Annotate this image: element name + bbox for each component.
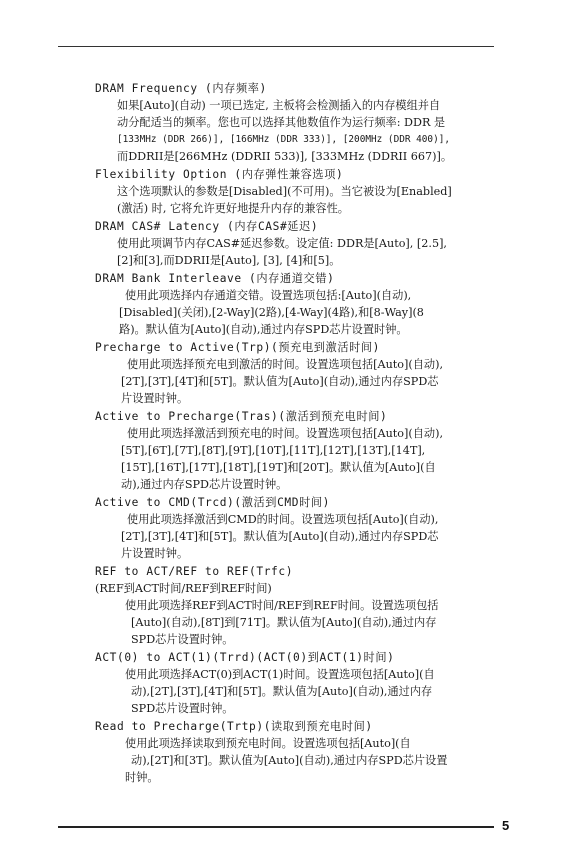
section-heading-active-to-cmd: Active to CMD(Trcd)(激活到CMD时间) bbox=[95, 496, 330, 509]
section-heading-cas-latency: DRAM CAS# Latency (内存CAS#延迟) bbox=[95, 220, 319, 233]
top-rule bbox=[58, 46, 494, 47]
page-number: 5 bbox=[502, 818, 510, 833]
section-body-line: [5T],[6T],[7T],[8T],[9T],[10T],[11T],[12T],[13T],[14T], bbox=[121, 444, 426, 457]
section-heading-read-to-precharge: Read to Precharge(Trtp)(读取到预充电时间) bbox=[95, 720, 373, 733]
section-body-line: [133MHz (DDR 266)], [166MHz (DDR 333)], [200MHz (DDR 400)], bbox=[117, 134, 451, 145]
section-heading-dram-frequency: DRAM Frequency (内存频率) bbox=[95, 82, 267, 95]
section-heading-ref-to-act: REF to ACT/REF to REF(Trfc) bbox=[95, 565, 294, 578]
section-body-line: [2]和[3],而DDRII是[Auto], [3], [4]和[5]。 bbox=[117, 254, 341, 267]
section-body-line: 片设置时钟。 bbox=[121, 392, 189, 405]
section-body-line: 动),通过内存SPD芯片设置时钟。 bbox=[121, 478, 288, 491]
section-body-line: SPD芯片设置时钟。 bbox=[131, 633, 234, 646]
section-body-line: 动分配适当的频率。您也可以选择其他数值作为运行频率: DDR 是 bbox=[117, 116, 446, 129]
section-body-line: 时钟。 bbox=[125, 771, 159, 784]
section-heading-bank-interleave: DRAM Bank Interleave (内存通道交错) bbox=[95, 272, 335, 285]
section-body-line: [Disabled](关闭),[2-Way](2路),[4-Way](4路),和[8-Way](8 bbox=[119, 306, 424, 319]
section-body-line: SPD芯片设置时钟。 bbox=[131, 702, 234, 715]
section-body-line: 这个选项默认的参数是[Disabled](不可用)。当它被设为[Enabled] bbox=[117, 185, 452, 198]
section-subheading-ref-to-act: (REF到ACT时间/REF到REF时间) bbox=[95, 582, 272, 595]
section-heading-active-to-precharge: Active to Precharge(Tras)(激活到预充电时间) bbox=[95, 410, 388, 423]
section-body-line: 使用此项选择REF到ACT时间/REF到REF时间。设置选项包括 bbox=[125, 599, 439, 612]
section-body-line: 片设置时钟。 bbox=[121, 547, 189, 560]
bottom-rule bbox=[58, 826, 494, 828]
section-body-line: [2T],[3T],[4T]和[5T]。默认值为[Auto](自动),通过内存SPD芯 bbox=[121, 530, 439, 543]
section-heading-precharge-to-active: Precharge to Active(Trp)(预充电到激活时间) bbox=[95, 341, 381, 354]
section-body-line: 使用此项选择激活到预充电的时间。设置选项包括[Auto](自动), bbox=[127, 427, 444, 440]
section-body-line: 使用此项选择读取到预充电时间。设置选项包括[Auto](自 bbox=[125, 737, 411, 750]
section-body-line: [2T],[3T],[4T]和[5T]。默认值为[Auto](自动),通过内存SPD芯 bbox=[121, 375, 439, 388]
section-body-line: (激活) 时, 它将允许更好地提升内存的兼容性。 bbox=[117, 202, 349, 215]
section-heading-flexibility-option: Flexibility Option (内存弹性兼容选项) bbox=[95, 168, 344, 181]
section-body-line: 如果[Auto](自动) 一项已选定, 主板将会检测插入的内存模组并自 bbox=[117, 99, 441, 112]
section-body-line: 使用此项调节内存CAS#延迟参数。设定值: DDR是[Auto], [2.5], bbox=[117, 237, 447, 250]
section-body-line: 动),[2T]和[3T]。默认值为[Auto](自动),通过内存SPD芯片设置 bbox=[131, 754, 448, 767]
section-body-line: 使用此项选择ACT(0)到ACT(1)时间。设置选项包括[Auto](自 bbox=[125, 668, 435, 681]
section-body-line: 而DDRII是[266MHz (DDRII 533)], [333MHz (DDRII 667)]。 bbox=[117, 150, 453, 163]
section-heading-act0-to-act1: ACT(0) to ACT(1)(Trrd)(ACT(0)到ACT(1)时间) bbox=[95, 651, 395, 664]
section-body-line: 使用此项选择内存通道交错。设置选项包括:[Auto](自动), bbox=[125, 289, 412, 302]
section-body-line: [15T],[16T],[17T],[18T],[19T]和[20T]。默认值为[Auto](自 bbox=[121, 461, 436, 474]
section-body-line: 动),[2T],[3T],[4T]和[5T]。默认值为[Auto](自动),通过内存 bbox=[131, 685, 433, 698]
section-body-line: [Auto](自动),[8T]到[71T]。默认值为[Auto](自动),通过内存 bbox=[131, 616, 437, 629]
section-body-line: 使用此项选择预充电到激活的时间。设置选项包括[Auto](自动), bbox=[127, 358, 444, 371]
section-body-line: 路)。默认值为[Auto](自动),通过内存SPD芯片设置时钟。 bbox=[119, 323, 408, 336]
section-body-line: 使用此项选择激活到CMD的时间。设置选项包括[Auto](自动), bbox=[127, 513, 439, 526]
